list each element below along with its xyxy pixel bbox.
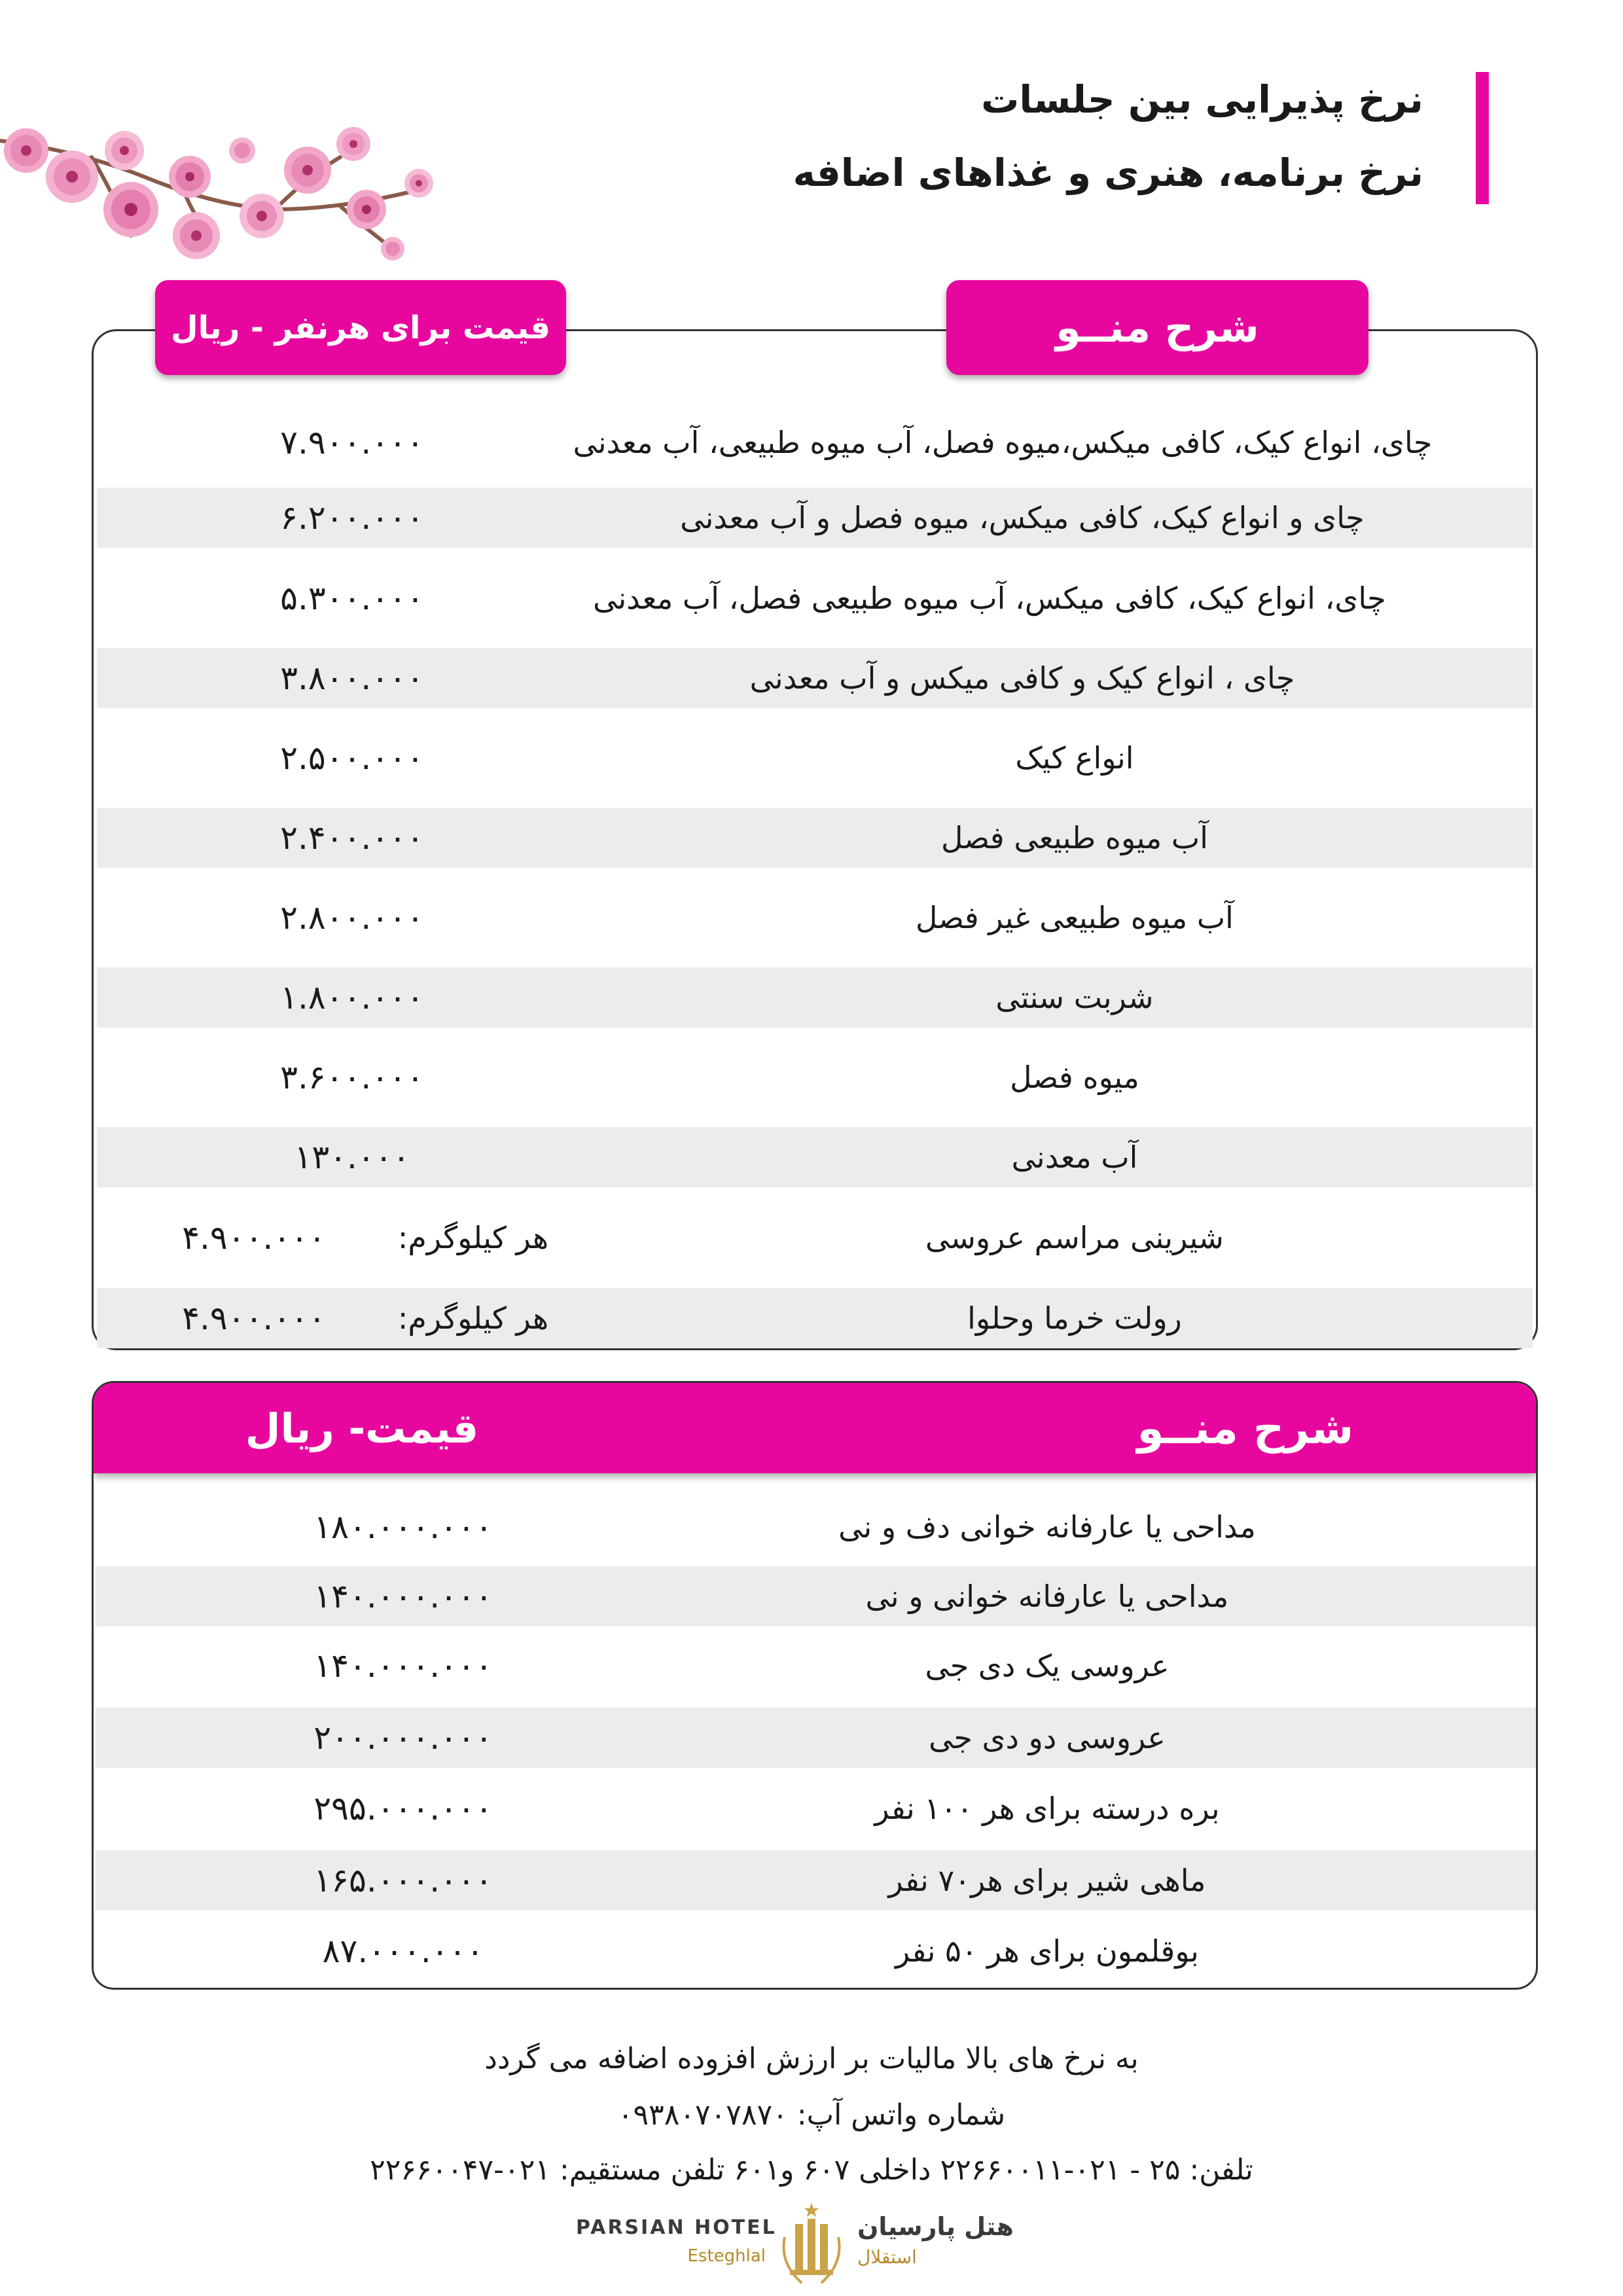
menu-description: رولت خرما وحلوا xyxy=(967,1300,1182,1336)
table-row xyxy=(96,1566,1538,1626)
menu-description: میوه فصل xyxy=(1010,1060,1139,1095)
logo-sub-fa: استقلال xyxy=(857,2246,917,2268)
table-row xyxy=(96,1708,1538,1768)
menu-price: ۱۸۰.۰۰۰.۰۰۰ xyxy=(313,1508,493,1546)
menu-price: ۲۹۵.۰۰۰.۰۰۰ xyxy=(313,1789,493,1827)
price-column-header: قیمت برای هرنفر - ریال xyxy=(155,280,566,375)
page-title: نرخ پذیرایی بین جلسات xyxy=(981,77,1423,122)
table-row xyxy=(97,1288,1533,1348)
table-header xyxy=(94,1383,1536,1473)
menu-description: مداحی یا عارفانه خوانی دف و نی xyxy=(838,1509,1256,1545)
hotel-emblem-icon xyxy=(776,2198,847,2289)
menu-description: چای، انواع کیک، کافی میکس،میوه فصل، آب میوه طبیعی، آب معدنی xyxy=(573,425,1433,460)
menu-price: ۵.۳۰۰.۰۰۰ xyxy=(280,579,424,617)
menu-description: ماهی شیر برای هر۷۰ نفر xyxy=(888,1863,1206,1898)
menu-price: ۱.۸۰۰.۰۰۰ xyxy=(280,978,424,1016)
menu-description: شیرینی مراسم عروسی xyxy=(925,1220,1224,1255)
menu-description: آب میوه طبیعی غیر فصل xyxy=(916,900,1234,935)
menu-price: ۲۰۰.۰۰۰.۰۰۰ xyxy=(313,1719,493,1757)
table-row xyxy=(97,488,1533,548)
table-row xyxy=(97,967,1533,1028)
logo-name-en: PARSIAN HOTEL xyxy=(576,2216,777,2239)
menu-price: ۱۳۰.۰۰۰ xyxy=(294,1138,410,1176)
menu-description: آب میوه طبیعی فصل xyxy=(941,820,1208,855)
menu-price: ۴.۹۰۰.۰۰۰ xyxy=(182,1299,326,1337)
whatsapp-number: شماره واتس آپ: ۰۹۳۸۰۷۰۷۸۷۰ xyxy=(617,2098,1006,2132)
menu-description: عروسی دو دی جی xyxy=(929,1720,1166,1755)
menu-description: آب معدنی xyxy=(1011,1139,1138,1175)
menu-price: ۷.۹۰۰.۰۰۰ xyxy=(280,423,424,461)
table-row xyxy=(97,1127,1533,1187)
unit-label: هر کیلوگرم: xyxy=(397,1220,549,1255)
table-row xyxy=(97,1208,1533,1268)
phone-numbers: تلفن: ۲۵ - ۰۲۱-۲۲۶۶۰۰۱۱ داخلی ۶۰۷ و۶۰۱ تلفن مستقیم: ۰۲۱-۲۲۶۶۰۰۴۷ xyxy=(370,2153,1253,2187)
unit-label: هر کیلوگرم: xyxy=(397,1300,549,1336)
table-row xyxy=(97,412,1533,473)
menu-description: بوقلمون برای هر ۵۰ نفر xyxy=(895,1933,1199,1969)
program-price-table xyxy=(92,1381,1538,1990)
menu-description: بره درسته برای هر ۱۰۰ نفر xyxy=(874,1791,1220,1826)
table-row xyxy=(97,648,1533,708)
price-column-header: قیمت- ریال xyxy=(245,1404,479,1452)
table-row xyxy=(97,568,1533,628)
menu-price: ۲.۵۰۰.۰۰۰ xyxy=(280,739,424,777)
menu-price: ۲.۸۰۰.۰۰۰ xyxy=(280,899,424,937)
menu-price: ۱۴۰.۰۰۰.۰۰۰ xyxy=(313,1647,493,1685)
menu-column-header: شرح منــو xyxy=(1137,1403,1354,1454)
menu-description: چای، انواع کیک، کافی میکس، آب میوه طبیعی فصل، آب معدنی xyxy=(593,581,1386,616)
tax-note: به نرخ های بالا مالیات بر ارزش افزوده اضافه می گردد xyxy=(484,2042,1139,2075)
table-row xyxy=(97,728,1533,788)
table-row xyxy=(97,808,1533,868)
menu-description: مداحی یا عارفانه خوانی و نی xyxy=(865,1579,1229,1614)
table-row xyxy=(96,1921,1538,1981)
menu-description: چای و انواع کیک، کافی میکس، میوه فصل و آب معدنی xyxy=(680,500,1364,535)
menu-description: انواع کیک xyxy=(1015,740,1134,776)
menu-price: ۳.۶۰۰.۰۰۰ xyxy=(280,1058,424,1096)
table-row xyxy=(96,1636,1538,1696)
table-row xyxy=(96,1850,1538,1910)
blossom-flowers xyxy=(4,127,433,260)
hotel-logo xyxy=(576,2198,1047,2289)
table-row xyxy=(96,1497,1538,1557)
page-subtitle: نرخ برنامه، هنری و غذاهای اضافه xyxy=(793,151,1423,195)
menu-price: ۱۶۵.۰۰۰.۰۰۰ xyxy=(313,1861,493,1899)
menu-price: ۳.۸۰۰.۰۰۰ xyxy=(280,659,424,697)
menu-price: ۲.۴۰۰.۰۰۰ xyxy=(280,819,424,857)
table-row xyxy=(96,1778,1538,1839)
logo-name-fa: هتل پارسیان xyxy=(857,2212,1014,2241)
menu-description: چای ، انواع کیک و کافی میکس و آب معدنی xyxy=(749,660,1295,696)
table-row xyxy=(97,888,1533,948)
menu-price: ۶.۲۰۰.۰۰۰ xyxy=(280,499,424,537)
menu-price: ۴.۹۰۰.۰۰۰ xyxy=(182,1219,326,1257)
logo-sub-en: Esteghlal xyxy=(687,2246,766,2266)
menu-price: ۸۷.۰۰۰.۰۰۰ xyxy=(322,1932,484,1970)
menu-description: شربت سنتی xyxy=(995,980,1154,1015)
menu-column-header: شرح منــو xyxy=(946,280,1368,375)
table-row xyxy=(97,1047,1533,1107)
cherry-blossom-decoration xyxy=(0,79,458,275)
menu-description: عروسی یک دی جی xyxy=(925,1648,1169,1683)
title-accent-bar xyxy=(1476,72,1489,204)
menu-price: ۱۴۰.۰۰۰.۰۰۰ xyxy=(313,1577,493,1615)
